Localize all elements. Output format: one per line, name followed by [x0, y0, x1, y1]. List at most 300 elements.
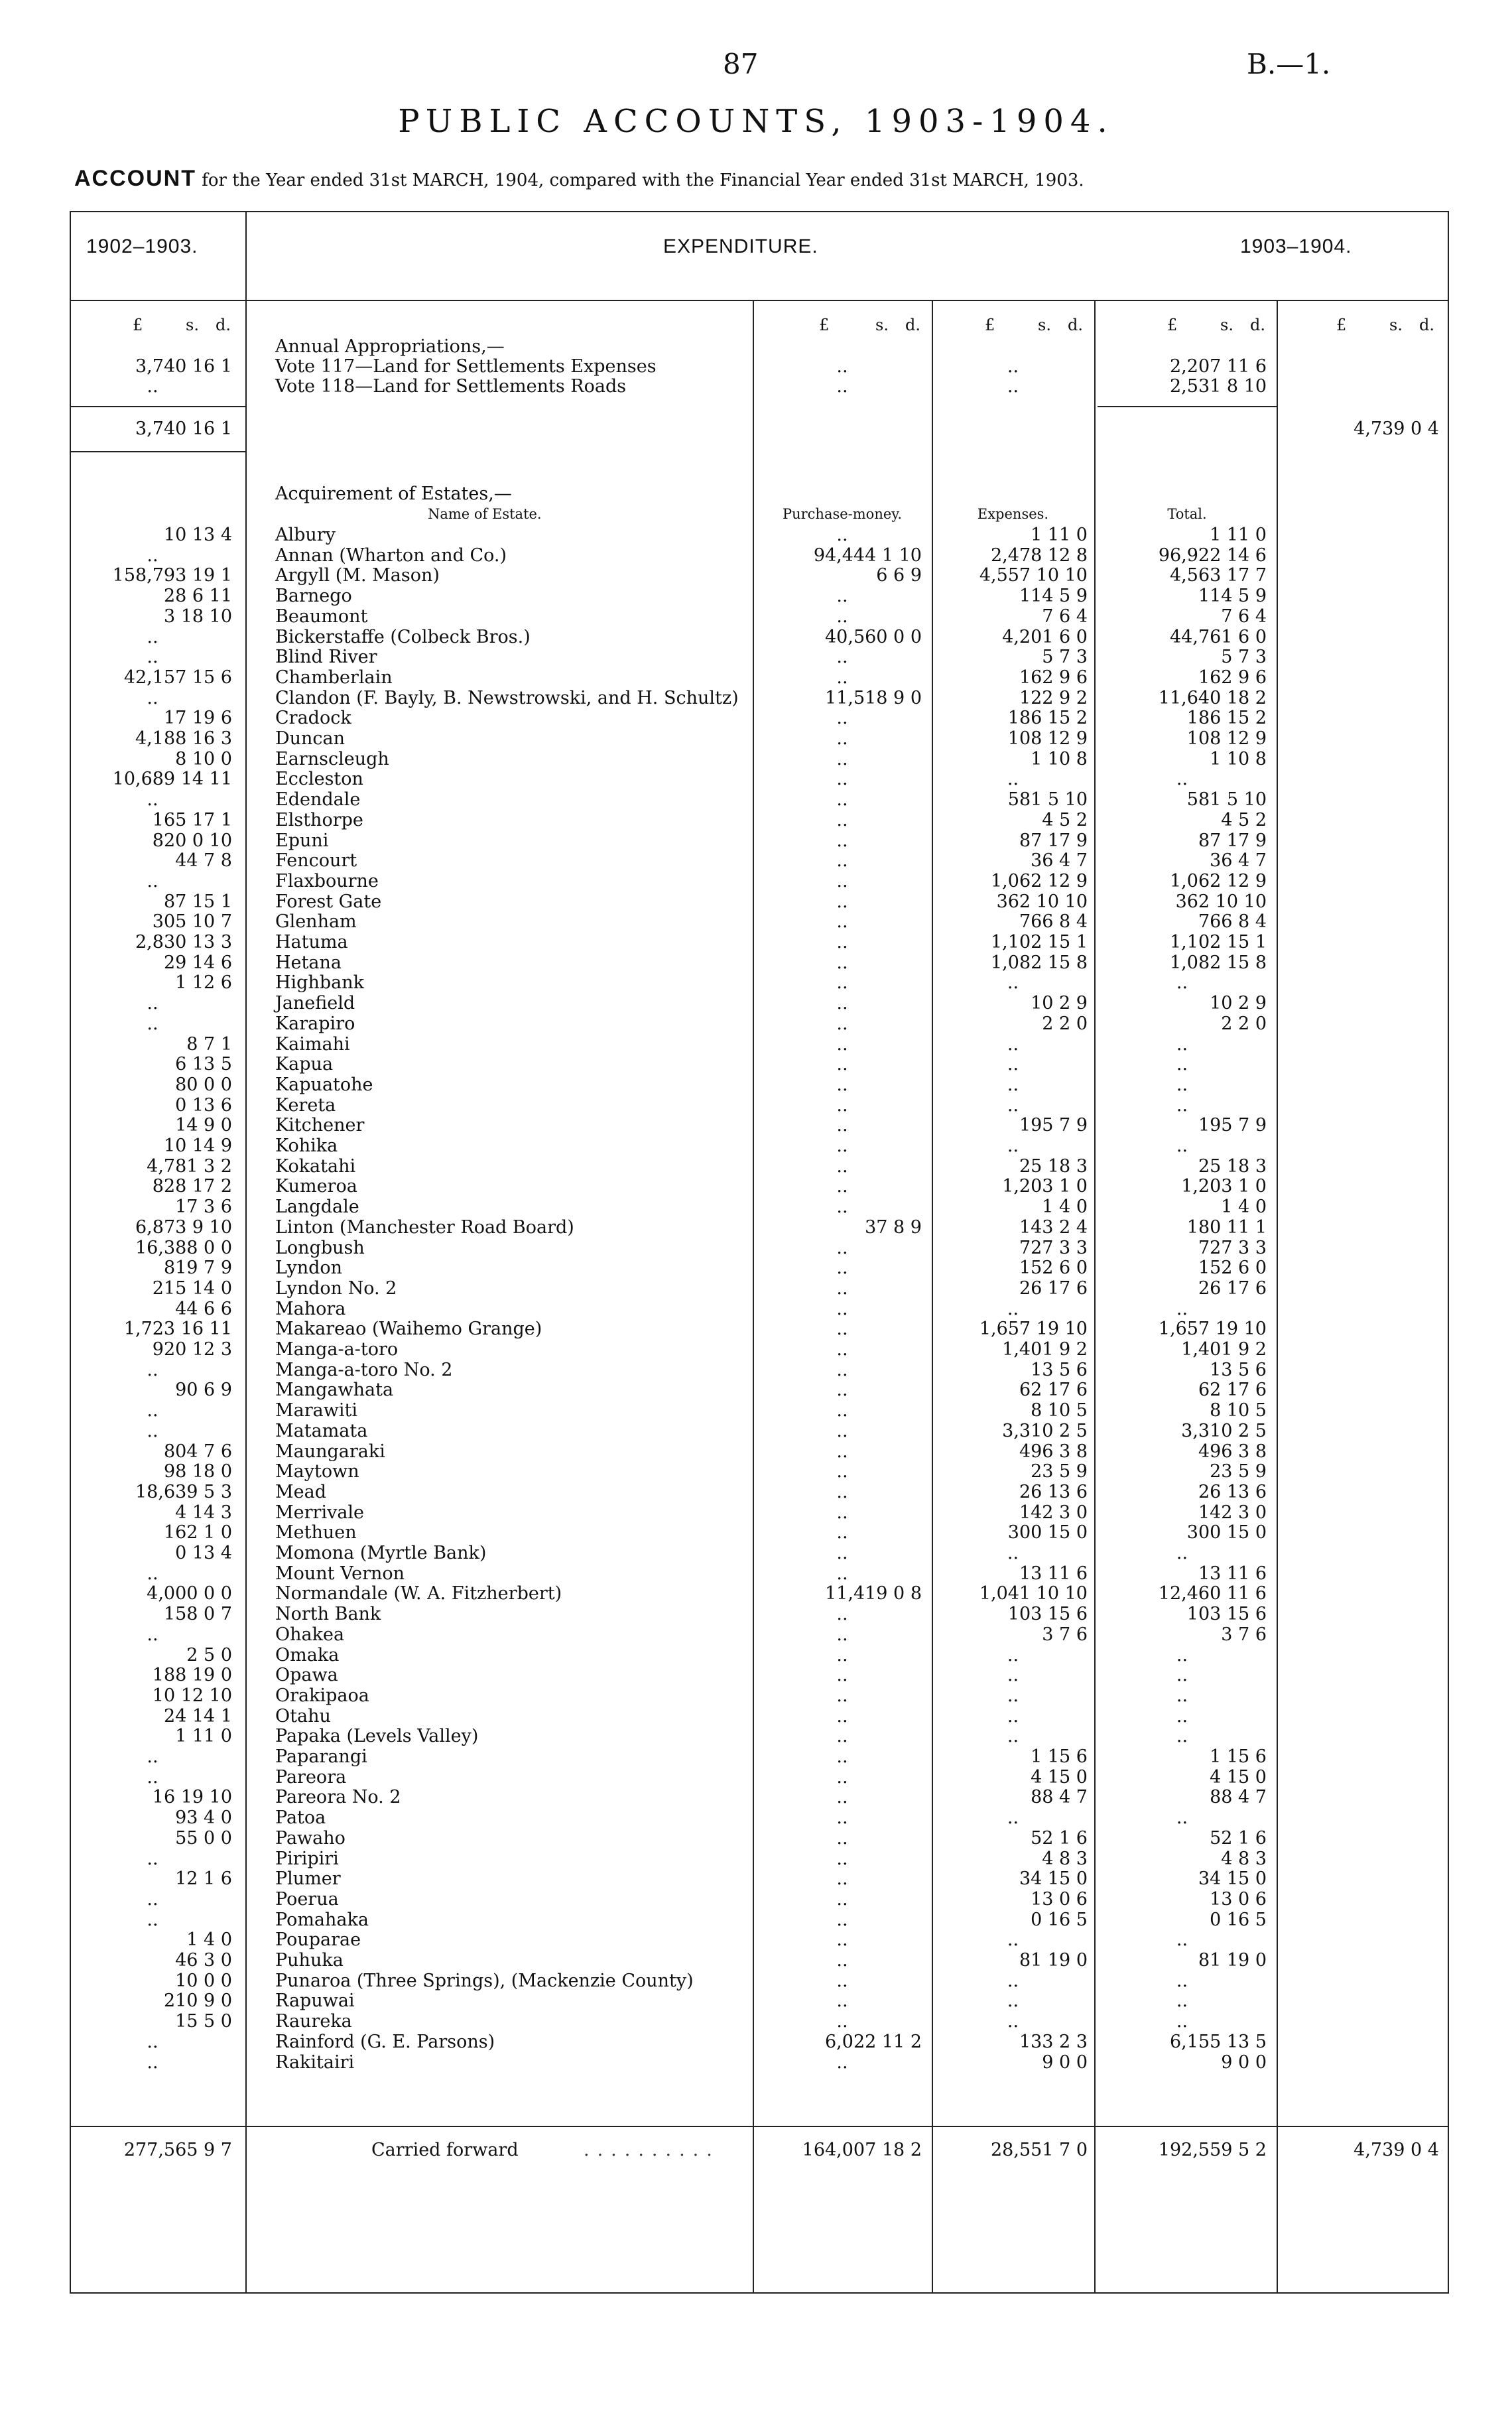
prev-year-amount: 28 6 11: [163, 586, 232, 606]
total-amount: 34 15 0: [1198, 1868, 1267, 1889]
purchase-money: ..: [836, 1034, 848, 1055]
prev-year-amount: 10 12 10: [152, 1685, 232, 1706]
expenses: ..: [1007, 1075, 1019, 1095]
estate-name: Pareora No. 2: [275, 1787, 401, 1807]
table-row: [0, 1584, 1512, 1604]
estate-name: Marawiti: [275, 1400, 357, 1421]
table-row: [0, 811, 1512, 830]
subtitle-rest: for the Year ended 31st MARCH, 1904, compared with the Financial Year ended 31st MARCH, 1903.: [196, 170, 1084, 190]
purchase-money: 94,444 1 10: [813, 545, 922, 566]
table-row: [0, 1421, 1512, 1441]
purchase-money: ..: [836, 1787, 848, 1807]
prev-year-amount: 4,188 16 3: [135, 728, 232, 749]
appropriations-heading: Annual Appropriations,—: [275, 336, 505, 357]
purchase-money: ..: [836, 1563, 848, 1584]
purchase-money: ..: [836, 1360, 848, 1380]
table-row: [0, 1829, 1512, 1849]
estate-name: Rakitairi: [275, 2052, 355, 2073]
table-row: [0, 1157, 1512, 1177]
table-row: [0, 1910, 1512, 1930]
total-amount: 3 7 6: [1221, 1624, 1267, 1645]
estate-name: Normandale (W. A. Fitzherbert): [275, 1583, 562, 1604]
prev-year-amount: 0 13 6: [175, 1095, 232, 1116]
leader-dots: ..........: [584, 2140, 720, 2160]
total-amount: ..: [1176, 1075, 1188, 1095]
footer-rule: [70, 2126, 1449, 2127]
total-amount: 81 19 0: [1198, 1950, 1267, 1971]
exp-pence-header: d.: [1068, 316, 1083, 334]
total-amount: 12,460 11 6: [1158, 1583, 1267, 1604]
purchase-money: ..: [836, 1197, 848, 1217]
expenses: 143 2 4: [1019, 1217, 1088, 1238]
estate-name: Langdale: [275, 1197, 359, 1217]
table-row: [0, 546, 1512, 566]
total-amount: 5 7 3: [1221, 647, 1267, 667]
purchase-money: ..: [836, 1013, 848, 1034]
estate-name: Opawa: [275, 1665, 338, 1685]
purchase-money: 11,518 9 0: [825, 688, 922, 708]
purchase-money: ..: [836, 1849, 848, 1869]
prev-year-amount: 165 17 1: [152, 810, 232, 830]
total-amount: 4 15 0: [1210, 1767, 1267, 1788]
estate-name: Merrivale: [275, 1502, 365, 1523]
expenses: ..: [1007, 1034, 1019, 1055]
expenses: 36 4 7: [1031, 850, 1088, 871]
purchase-money: ..: [836, 1929, 848, 1950]
expenses: 87 17 9: [1019, 830, 1088, 851]
total-amount: ..: [1176, 1645, 1188, 1665]
estate-name: Patoa: [275, 1807, 326, 1828]
expenses: 62 17 6: [1019, 1380, 1088, 1400]
table-row: [0, 668, 1512, 688]
total-amount: ..: [1176, 1971, 1188, 1991]
expenses: ..: [1007, 2011, 1019, 2032]
total-amount: 142 3 0: [1198, 1502, 1267, 1523]
total-amount: ..: [1176, 769, 1188, 789]
purchase-money: ..: [836, 1176, 848, 1197]
expenses: 4 8 3: [1042, 1849, 1088, 1869]
estate-name: Albury: [275, 525, 336, 545]
estate-name: Argyll (M. Mason): [275, 565, 440, 586]
expenses: ..: [1007, 1054, 1019, 1075]
table-row: [0, 1035, 1512, 1055]
prev-year-amount: 10 0 0: [175, 1971, 232, 1991]
total-amount: ..: [1176, 1136, 1188, 1156]
prev-year-amount: ..: [147, 1849, 158, 1869]
estate-name: Janefield: [275, 993, 355, 1013]
estate-name: Kapuatohe: [275, 1075, 373, 1095]
prev-year-amount: 1,723 16 11: [123, 1319, 232, 1339]
table-row: [0, 973, 1512, 993]
estate-name: Barnego: [275, 586, 352, 606]
table-row: [0, 1299, 1512, 1319]
expenses: ..: [1007, 1645, 1019, 1665]
prev-year-amount: ..: [147, 993, 158, 1013]
prev-year-amount: 162 1 0: [163, 1522, 232, 1543]
table-row: [0, 1646, 1512, 1665]
prev-year-amount: 14 9 0: [175, 1115, 232, 1136]
expenses: 23 5 9: [1031, 1461, 1088, 1482]
expenses: 133 2 3: [1019, 2032, 1088, 2052]
table-row: [0, 607, 1512, 627]
purchase-money: ..: [836, 952, 848, 973]
prev-year-amount: 6 13 5: [175, 1054, 232, 1075]
expenses: 13 0 6: [1031, 1889, 1088, 1910]
purchase-money: ..: [836, 606, 848, 627]
appropriation-row: [0, 357, 1512, 377]
purchase-money: ..: [836, 1522, 848, 1543]
table-row: [0, 892, 1512, 912]
prev-carried: 277,565 9 7: [123, 2140, 232, 2160]
expenses: 13 11 6: [1019, 1563, 1088, 1584]
table-row: [0, 1136, 1512, 1156]
purchase-money: ..: [836, 1889, 848, 1910]
prev-pound-header: £: [133, 316, 143, 334]
purchase-money: ..: [836, 769, 848, 789]
purchase-money: ..: [836, 1665, 848, 1685]
prev-year-amount: 215 14 0: [152, 1278, 232, 1299]
estate-name: Otahu: [275, 1706, 331, 1727]
total-amount: 44,761 6 0: [1170, 627, 1267, 647]
expenses: 162 9 6: [1019, 667, 1088, 688]
table-row: [0, 1014, 1512, 1034]
table-row: [0, 831, 1512, 851]
purchase-money: ..: [836, 1095, 848, 1116]
estate-name: Beaumont: [275, 606, 368, 627]
prev-year-amount: 80 0 0: [175, 1075, 232, 1095]
prev-year-amount: 29 14 6: [163, 952, 232, 973]
total-amount: 1,657 19 10: [1158, 1319, 1267, 1339]
prev-year-amount: 10,689 14 11: [112, 769, 232, 789]
purchase-money: ..: [836, 708, 848, 728]
page-number: 87: [723, 48, 759, 80]
expenses: 195 7 9: [1019, 1115, 1088, 1136]
table-row: [0, 790, 1512, 810]
table-row: [0, 627, 1512, 647]
appropriations-total-row: [0, 419, 1512, 439]
estate-name: Mead: [275, 1482, 327, 1502]
expenses: 1,102 15 1: [991, 932, 1088, 952]
expenses: ..: [1007, 1543, 1019, 1563]
total-amount: 88 4 7: [1210, 1787, 1267, 1807]
prev-year-amount: ..: [147, 1013, 158, 1034]
header-rule: [70, 300, 1449, 301]
prev-year-amount: 158 0 7: [163, 1604, 232, 1624]
total-header: Total.: [1167, 506, 1207, 522]
total-amount: 2,207 11 6: [1170, 356, 1267, 377]
estate-name: Mount Vernon: [275, 1563, 405, 1584]
prev-year-amount: ..: [147, 1910, 158, 1930]
total-pound-header: £: [1167, 316, 1178, 334]
table-row: [0, 1218, 1512, 1238]
prev-year-amount: 87 15 1: [163, 891, 232, 912]
purchase-money: ..: [836, 1767, 848, 1788]
estate-name: Lyndon No. 2: [275, 1278, 397, 1299]
total-amount: 13 0 6: [1210, 1889, 1267, 1910]
total-amount: ..: [1176, 1543, 1188, 1563]
purchase-money: ..: [836, 1645, 848, 1665]
total-amount: 3,310 2 5: [1181, 1421, 1267, 1441]
expenses: ..: [1007, 1095, 1019, 1116]
expenses: 1,657 19 10: [979, 1319, 1088, 1339]
expenses: ..: [1007, 1685, 1019, 1706]
purchase-money: ..: [836, 1807, 848, 1828]
estate-name: Raureka: [275, 2011, 352, 2032]
prev-year-amount: 305 10 7: [152, 911, 232, 932]
estate-name: Hetana: [275, 952, 342, 973]
prev-year-amount: ..: [147, 627, 158, 647]
table-row: [0, 1890, 1512, 1910]
total-amount: 96,922 14 6: [1158, 545, 1267, 566]
purchase-money: ..: [836, 932, 848, 952]
total-carried: 192,559 5 2: [1158, 2140, 1267, 2160]
estates-heading-row: [0, 484, 1512, 504]
table-row: [0, 1930, 1512, 1950]
total-amount: 25 18 3: [1198, 1156, 1267, 1177]
expenses: 0 16 5: [1031, 1910, 1088, 1930]
prev-pence-header: d.: [216, 316, 231, 334]
prev-year-amount: ..: [147, 1421, 158, 1441]
prev-year-amount: 0 13 4: [175, 1543, 232, 1563]
total-amount: 1 11 0: [1210, 525, 1267, 545]
estate-name-header: Name of Estate.: [428, 506, 542, 522]
purchase-money: 6,022 11 2: [825, 2032, 922, 2052]
purchase-money: ..: [836, 728, 848, 749]
prev-year-amount: 820 0 10: [152, 830, 232, 851]
total-amount: 4 8 3: [1221, 1849, 1267, 1869]
estate-name: Kohika: [275, 1136, 338, 1156]
expenses: 25 18 3: [1019, 1156, 1088, 1177]
total-amount: 87 17 9: [1198, 830, 1267, 851]
table-row: [0, 912, 1512, 932]
prev-year-amount: 93 4 0: [175, 1807, 232, 1828]
purchase-money: ..: [836, 789, 848, 810]
table-row: [0, 1604, 1512, 1624]
estate-name: Elsthorpe: [275, 810, 363, 830]
total-amount: 496 3 8: [1198, 1441, 1267, 1462]
purchase-money: ..: [836, 1706, 848, 1727]
purchase-money: ..: [836, 1746, 848, 1767]
expenses: 26 13 6: [1019, 1482, 1088, 1502]
estate-name: Orakipaoa: [275, 1685, 369, 1706]
expenses: 300 15 0: [1007, 1522, 1088, 1543]
prev-year-amount: ..: [147, 1563, 158, 1584]
table-row: [0, 1401, 1512, 1421]
expenses: 88 4 7: [1031, 1787, 1088, 1807]
table-row: [0, 1055, 1512, 1075]
purchase-money: ..: [836, 1604, 848, 1624]
table-row: [0, 769, 1512, 789]
prev-year-amount: ..: [147, 2032, 158, 2052]
purchase-money: ..: [836, 1319, 848, 1339]
total-amount: ..: [1176, 1034, 1188, 1055]
estate-name: Edendale: [275, 789, 361, 810]
total-amount: 1,102 15 1: [1170, 932, 1267, 952]
table-row: [0, 1340, 1512, 1360]
expenses: 152 6 0: [1019, 1258, 1088, 1278]
estates-subheader-row: [0, 504, 1512, 524]
table-row: [0, 2012, 1512, 2032]
expenses: 4 15 0: [1031, 1767, 1088, 1788]
estates-heading: Acquirement of Estates,—: [275, 484, 512, 504]
expenses: 81 19 0: [1019, 1950, 1088, 1971]
prev-year-amount: ..: [147, 1767, 158, 1788]
prev-year-amount: ..: [147, 1889, 158, 1910]
total-amount: ..: [1176, 1299, 1188, 1319]
prev-year-amount: 158,793 19 1: [112, 565, 232, 586]
purchase-money: ..: [836, 1156, 848, 1177]
expenses: 9 0 0: [1042, 2052, 1088, 2073]
prev-year-amount: 17 3 6: [175, 1197, 232, 1217]
pm-carried: 164,007 18 2: [802, 2140, 922, 2160]
total-amount: 362 10 10: [1175, 891, 1267, 912]
expenses: ..: [1007, 769, 1019, 789]
table-row: [0, 1096, 1512, 1116]
table-row: [0, 1258, 1512, 1278]
expenses: 108 12 9: [1007, 728, 1088, 749]
table-row: [0, 1625, 1512, 1645]
curr-carried: 4,739 0 4: [1354, 2140, 1439, 2160]
prev-year-amount: 4 14 3: [175, 1502, 232, 1523]
expenses: 362 10 10: [996, 891, 1088, 912]
expenses: 1 15 6: [1031, 1746, 1088, 1767]
prev-year-amount: ..: [147, 2052, 158, 2073]
prev-year-amount: 90 6 9: [175, 1380, 232, 1400]
prev-year-amount: 12 1 6: [175, 1868, 232, 1889]
table-row: [0, 1665, 1512, 1685]
estate-name: Epuni: [275, 830, 329, 851]
prev-year-amount: 55 0 0: [175, 1828, 232, 1849]
purchase-money: ..: [836, 647, 848, 667]
expenses: 1,203 1 0: [1002, 1176, 1088, 1197]
table-row: [0, 1462, 1512, 1482]
total-amount: ..: [1176, 1929, 1188, 1950]
estate-name: Forest Gate: [275, 891, 382, 912]
prev-section-rule: [70, 451, 245, 452]
expenses: 766 8 4: [1019, 911, 1088, 932]
prev-year-header: 1902–1903.: [86, 235, 198, 257]
total-amount: 195 7 9: [1198, 1115, 1267, 1136]
appropriation-label: Vote 117—Land for Settlements Expenses: [275, 356, 657, 377]
expenses: 13 5 6: [1031, 1360, 1088, 1380]
estate-name: Earnscleugh: [275, 749, 389, 769]
purchase-money: ..: [836, 1971, 848, 1991]
total-amount: ..: [1176, 1685, 1188, 1706]
total-amount: 180 11 1: [1186, 1217, 1267, 1238]
purchase-money: ..: [836, 1950, 848, 1971]
table-row: [0, 1503, 1512, 1523]
table-row: [0, 1991, 1512, 2011]
prev-year-amount: 1 11 0: [175, 1726, 232, 1746]
expenses: 3,310 2 5: [1002, 1421, 1088, 1441]
table-row: [0, 1951, 1512, 1971]
table-row: [0, 1279, 1512, 1299]
total-amount: 1,401 9 2: [1181, 1339, 1267, 1360]
exp-amount: ..: [1007, 356, 1019, 377]
appropriation-label: Vote 118—Land for Settlements Roads: [275, 376, 627, 397]
total-amount: 4,563 17 7: [1170, 565, 1267, 586]
total-amount: 108 12 9: [1186, 728, 1267, 749]
prev-year-amount: 828 17 2: [152, 1176, 232, 1197]
total-subtotal-rule: [1098, 406, 1277, 407]
pm-pence-header: d.: [905, 316, 920, 334]
expenses: 34 15 0: [1019, 1868, 1088, 1889]
total-amount: 23 5 9: [1210, 1461, 1267, 1482]
purchase-money: ..: [836, 2011, 848, 2032]
expenses: ..: [1007, 1971, 1019, 1991]
table-row: [0, 1442, 1512, 1462]
estate-name: Pawaho: [275, 1828, 346, 1849]
estate-name: Flaxbourne: [275, 871, 379, 891]
purchase-money: ..: [836, 1868, 848, 1889]
total-amount: ..: [1176, 1054, 1188, 1075]
prev-year-amount: 2 5 0: [186, 1645, 232, 1665]
purchase-money: ..: [836, 525, 848, 545]
purchase-money: ..: [836, 1482, 848, 1502]
total-amount: ..: [1176, 1706, 1188, 1727]
prev-subtotal-rule: [70, 406, 245, 407]
prev-year-amount: 6,873 9 10: [135, 1217, 232, 1238]
total-amount: ..: [1176, 1665, 1188, 1685]
table-row: [0, 1686, 1512, 1706]
table-row: [0, 1869, 1512, 1889]
estate-name: Manga-a-toro No. 2: [275, 1360, 453, 1380]
prev-year-amount: 98 18 0: [163, 1461, 232, 1482]
table-row: [0, 688, 1512, 708]
prev-year-amount: ..: [147, 545, 158, 566]
prev-year-amount: 804 7 6: [163, 1441, 232, 1462]
prev-year-amount: 8 10 0: [175, 749, 232, 769]
total-pence-header: d.: [1250, 316, 1265, 334]
purchase-money: ..: [836, 1910, 848, 1930]
expenses: 10 2 9: [1031, 993, 1088, 1013]
total-amount: 0 16 5: [1210, 1910, 1267, 1930]
estate-name: Kapua: [275, 1054, 334, 1075]
total-amount: ..: [1176, 1807, 1188, 1828]
prev-year-amount: 8 7 1: [186, 1034, 232, 1055]
expenses: 52 1 6: [1031, 1828, 1088, 1849]
estate-name: Methuen: [275, 1522, 357, 1543]
table-row: [0, 994, 1512, 1013]
table-row: [0, 1788, 1512, 1807]
purchase-money: ..: [836, 1238, 848, 1258]
table-row: [0, 1238, 1512, 1258]
table-row: [0, 1360, 1512, 1380]
table-row: [0, 933, 1512, 952]
table-row: [0, 1707, 1512, 1727]
estate-name: Kokatahi: [275, 1156, 356, 1177]
purchase-money: ..: [836, 1339, 848, 1360]
total-amount: 1,062 12 9: [1170, 871, 1267, 891]
expenses: 581 5 10: [1007, 789, 1088, 810]
expenses: ..: [1007, 1990, 1019, 2011]
expenses: 142 3 0: [1019, 1502, 1088, 1523]
estate-name: Pomahaka: [275, 1910, 369, 1930]
prev-amount: 3,740 16 1: [135, 356, 232, 377]
total-amount: 26 17 6: [1198, 1278, 1267, 1299]
expenses: 1,041 10 10: [979, 1583, 1088, 1604]
estate-name: North Bank: [275, 1604, 381, 1624]
purchase-money: ..: [836, 1461, 848, 1482]
table-row: [0, 1849, 1512, 1869]
purchase-money: ..: [836, 1828, 848, 1849]
estate-name: Hatuma: [275, 932, 348, 952]
table-row: [0, 1727, 1512, 1746]
total-amount: 2,531 8 10: [1170, 376, 1267, 397]
expenses: 727 3 3: [1019, 1238, 1088, 1258]
purchase-money: ..: [836, 993, 848, 1013]
estate-name: Eccleston: [275, 769, 363, 789]
